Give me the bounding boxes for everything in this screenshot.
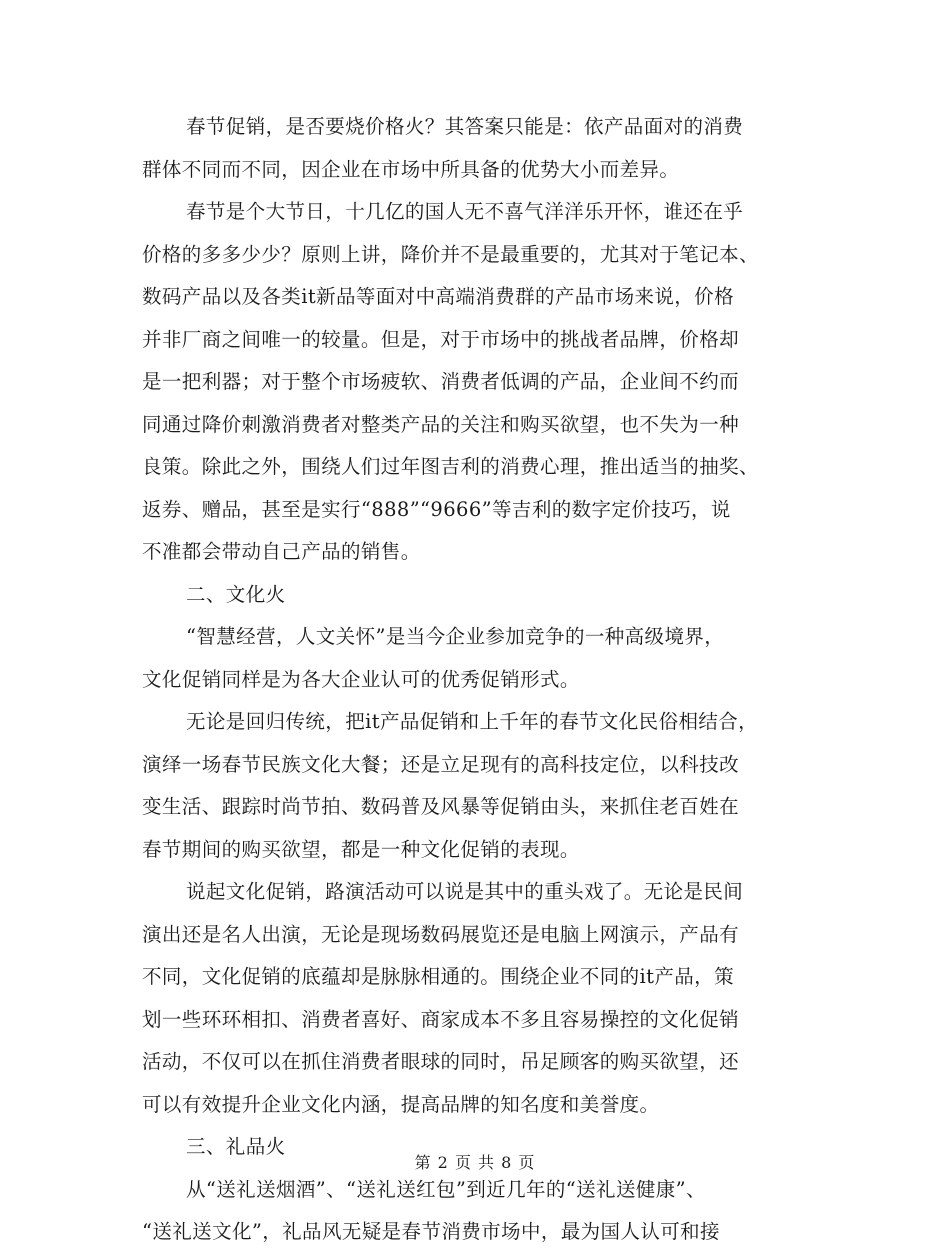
text-line: 数码产品以及各类it新品等面对中高端消费群的产品市场来说，价格 [142,285,734,308]
text-line: “智慧经营，人文关怀”是当今企业参加竞争的一种高级境界， [186,625,725,648]
text-line: 春节期间的购买欲望，都是一种文化促销的表现。 [142,837,580,861]
text-line: 从“送礼送烟酒”、“送礼送红包”到近几年的“送礼送健康”、 [186,1177,706,1201]
text-line: 不同，文化促销的底蕴却是脉脉相通的。围绕企业不同的it产品，策 [142,965,734,988]
text-line: 返券、赠品，甚至是实行“888”“9666”等吉利的数字定价技巧，说 [142,497,731,521]
text-line: 是一把利器；对于整个市场疲软、消费者低调的产品，企业间不约而 [142,370,740,393]
section-heading: 二、文化火 [186,582,286,606]
text-line: 不准都会带动自己产品的销售。 [142,540,421,563]
text-line: 可以有效提升企业文化内涵，提高品牌的知名度和美誉度。 [142,1092,660,1116]
text-line: “送礼送文化”，礼品风无疑是春节消费市场中，最为国人认可和接 [142,1220,720,1243]
text-line: 同通过降价刺激消费者对整类产品的关注和购买欲望，也不失为一种 [142,412,740,436]
page-number-footer: 第 2 页 共 8 页 [414,1153,536,1172]
text-line: 群体不同而不同，因企业在市场中所具备的优势大小而差异。 [142,157,680,181]
text-line: 良策。除此之外，围绕人们过年图吉利的消费心理，推出适当的抽奖、 [142,455,759,478]
document-body [142,106,817,1254]
text-line: 演出还是名人出演，无论是现场数码展览还是电脑上网演示，产品有 [142,922,740,946]
text-line: 划一些环环相扣、消费者喜好、商家成本不多且容易操控的文化促销 [142,1007,740,1031]
text-line: 价格的多多少少？原则上讲，降价并不是最重要的，尤其对于笔记本、 [142,242,759,266]
text-line: 变生活、跟踪时尚节拍、数码普及风暴等促销由头，来抓住老百姓在 [142,795,740,818]
text-line: 文化促销同样是为各大企业认可的优秀促销形式。 [142,667,580,691]
text-line: 演绎一场春节民族文化大餐；还是立足现有的高科技定位，以科技改 [142,752,740,776]
text-line: 无论是回归传统，把it产品促销和上千年的春节文化民俗相结合， [186,710,759,733]
text-line: 说起文化促销，路演活动可以说是其中的重头戏了。无论是民间 [186,880,744,903]
text-line: 并非厂商之间唯一的较量。但是，对于市场中的挑战者品牌，价格却 [142,327,740,351]
text-line: 春节促销，是否要烧价格火？其答案只能是：依产品面对的消费 [186,115,744,138]
text-line: 春节是个大节日，十几亿的国人无不喜气洋洋乐开怀，谁还在乎 [186,200,744,223]
section-heading: 三、礼品火 [186,1135,286,1158]
text-line: 活动，不仅可以在抓住消费者眼球的同时，吊足顾客的购买欲望，还 [142,1050,740,1073]
